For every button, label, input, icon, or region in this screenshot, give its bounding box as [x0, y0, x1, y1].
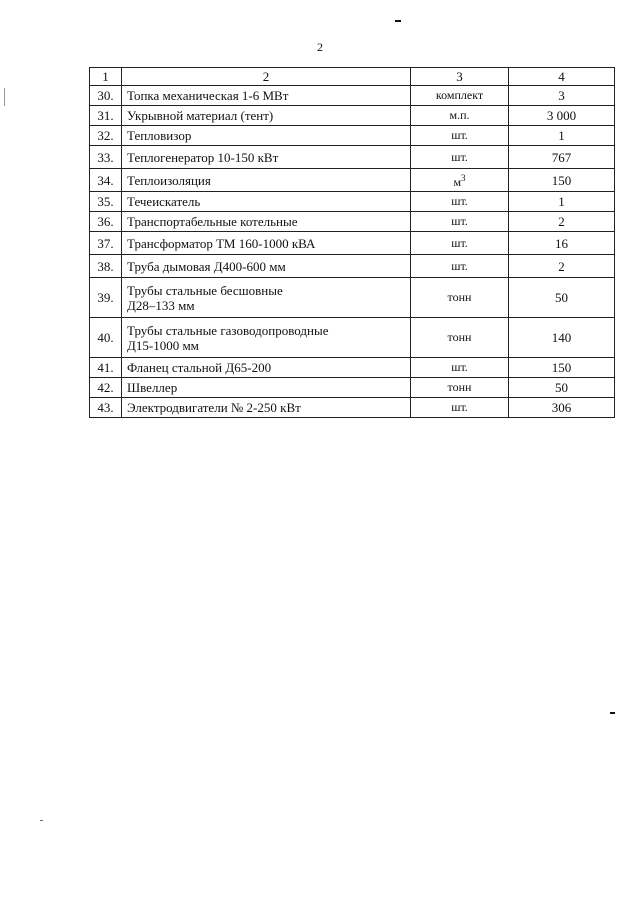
item-quantity: 767	[509, 146, 615, 169]
table-row	[90, 378, 615, 398]
table-row	[90, 212, 615, 232]
row-number: 43.	[90, 398, 122, 418]
scan-mark	[4, 88, 5, 106]
item-unit: шт.	[411, 255, 509, 278]
item-name	[122, 318, 411, 358]
header-cell: 4	[509, 68, 615, 86]
item-unit: тонн	[411, 318, 509, 358]
item-name: Теплогенератор 10-150 кВт	[122, 146, 411, 169]
item-unit: тонн	[411, 278, 509, 318]
item-quantity: 3	[509, 86, 615, 106]
item-quantity: 2	[509, 255, 615, 278]
table-row	[90, 398, 615, 418]
table-row	[90, 86, 615, 106]
item-name: Тепловизор	[122, 126, 411, 146]
row-number: 41.	[90, 358, 122, 378]
item-unit: шт.	[411, 126, 509, 146]
row-number: 33.	[90, 146, 122, 169]
item-name: Труба дымовая Д400-600 мм	[122, 255, 411, 278]
row-number: 35.	[90, 192, 122, 212]
table-row	[90, 232, 615, 255]
row-number: 30.	[90, 86, 122, 106]
item-quantity: 150	[509, 169, 615, 192]
item-name	[122, 278, 411, 318]
item-name: Фланец стальной Д65-200	[122, 358, 411, 378]
item-unit: м.п.	[411, 106, 509, 126]
item-quantity: 3 000	[509, 106, 615, 126]
item-quantity: 140	[509, 318, 615, 358]
item-unit: шт.	[411, 146, 509, 169]
table-row	[90, 106, 615, 126]
item-quantity: 50	[509, 278, 615, 318]
table-row	[90, 255, 615, 278]
item-name: Транспортабельные котельные	[122, 212, 411, 232]
item-quantity: 16	[509, 232, 615, 255]
item-name-line: Д15-1000 мм	[127, 337, 199, 353]
row-number: 34.	[90, 169, 122, 192]
item-name-line: Трубы стальные бесшовные	[127, 282, 283, 298]
item-quantity: 2	[509, 212, 615, 232]
scan-mark	[610, 712, 615, 714]
item-quantity: 150	[509, 358, 615, 378]
item-unit: м	[453, 174, 462, 189]
item-quantity: 1	[509, 192, 615, 212]
scan-mark	[395, 20, 401, 22]
row-number: 36.	[90, 212, 122, 232]
row-number: 31.	[90, 106, 122, 126]
item-unit: шт.	[411, 192, 509, 212]
table-row	[90, 126, 615, 146]
item-name: Топка механическая 1-6 МВт	[122, 86, 411, 106]
item-name: Течеискатель	[122, 192, 411, 212]
item-unit: шт.	[411, 398, 509, 418]
row-number: 40.	[90, 318, 122, 358]
item-unit: шт.	[411, 212, 509, 232]
item-unit: шт.	[411, 358, 509, 378]
item-name: Теплоизоляция	[122, 169, 411, 192]
header-cell: 2	[122, 68, 411, 86]
item-unit: тонн	[411, 378, 509, 398]
row-number: 37.	[90, 232, 122, 255]
table-row	[90, 169, 615, 192]
item-name-line: Д28–133 мм	[127, 297, 195, 313]
item-name: Трансформатор ТМ 160-1000 кВА	[122, 232, 411, 255]
scan-mark	[40, 820, 43, 821]
row-number: 42.	[90, 378, 122, 398]
item-unit: шт.	[411, 232, 509, 255]
unit-superscript: 3	[461, 172, 466, 183]
row-number: 39.	[90, 278, 122, 318]
item-unit-cell	[411, 169, 509, 192]
item-unit: комплект	[411, 86, 509, 106]
row-number: 32.	[90, 126, 122, 146]
row-number: 38.	[90, 255, 122, 278]
item-quantity: 1	[509, 126, 615, 146]
table-header-row	[90, 68, 615, 86]
page-number: 2	[317, 40, 323, 54]
equipment-table	[89, 67, 615, 418]
table-row	[90, 358, 615, 378]
header-cell: 1	[90, 68, 122, 86]
item-name: Электродвигатели № 2-250 кВт	[122, 398, 411, 418]
item-name: Укрывной материал (тент)	[122, 106, 411, 126]
item-quantity: 50	[509, 378, 615, 398]
header-cell: 3	[411, 68, 509, 86]
item-name: Швеллер	[122, 378, 411, 398]
table-row	[90, 278, 615, 318]
item-quantity: 306	[509, 398, 615, 418]
table-row	[90, 192, 615, 212]
item-name-line: Трубы стальные газоводопроводные	[127, 322, 329, 338]
table-row	[90, 318, 615, 358]
table-row	[90, 146, 615, 169]
